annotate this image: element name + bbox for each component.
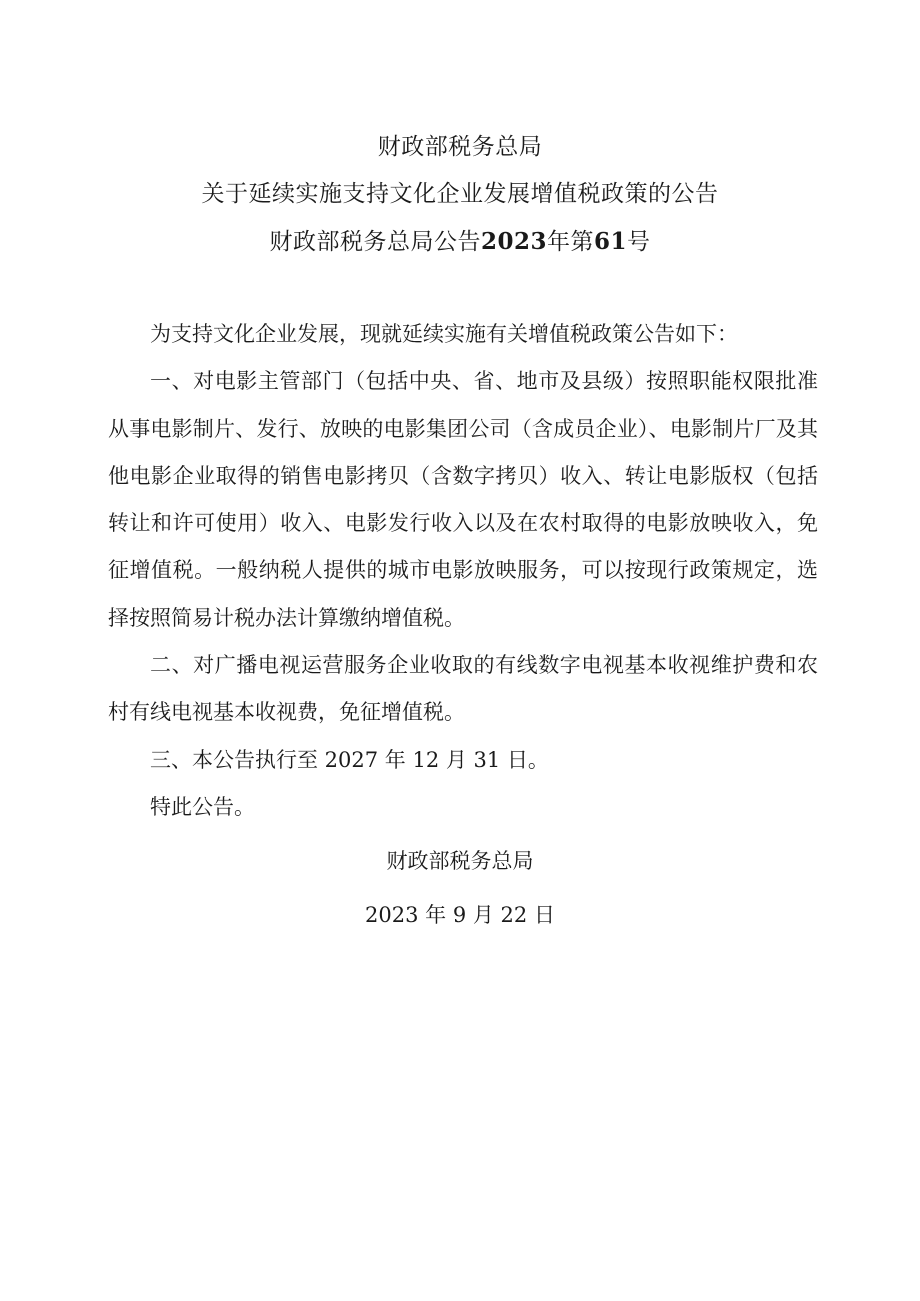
item-one-paragraph: 一、对电影主管部门（包括中央、省、地市及县级）按照职能权限批准从事电影制片、发行、放映的电影集团公司（含成员企业）、电影制片厂及其他电影企业取得的销售电影拷贝（含数字拷贝）收入、转让电影版权（包括转让和许可使用）收入、电影发行收入以及在农村取得的电影放映收入，免征增值税。一般纳税人提供的城市电影放映服务，可以按现行政策规定，选择按照简易计税办法计算缴纳增值税。 bbox=[108, 369, 818, 630]
signature-issuer: 财政部税务总局 bbox=[386, 849, 534, 873]
signature-date: 2023 年 9 月 22 日 bbox=[365, 903, 555, 927]
closing-paragraph: 特此公告。 bbox=[150, 794, 255, 819]
item-three-paragraph: 三、本公告执行至 2027 年 12 月 31 日。 bbox=[150, 747, 549, 772]
document-header bbox=[0, 124, 920, 265]
doc-number-num: 61 bbox=[594, 228, 628, 255]
intro-paragraph: 为支持文化企业发展，现就延续实施有关增值税政策公告如下： bbox=[150, 322, 738, 346]
document-body bbox=[108, 311, 818, 831]
item-two-paragraph: 二、对广播电视运营服务企业收取的有线数字电视基本收视维护费和农村有线电视基本收视费，免征增值税。 bbox=[108, 653, 818, 725]
issuer-heading: 财政部税务总局 bbox=[377, 134, 543, 160]
doc-number-mid: 年第 bbox=[547, 229, 594, 255]
doc-number-prefix: 财政部税务总局公告 bbox=[269, 229, 481, 255]
document-number bbox=[0, 218, 920, 265]
doc-number-suffix: 号 bbox=[627, 229, 651, 255]
doc-number-year: 2023 bbox=[480, 228, 547, 255]
document-title: 关于延续实施支持文化企业发展增值税政策的公告 bbox=[201, 181, 719, 207]
